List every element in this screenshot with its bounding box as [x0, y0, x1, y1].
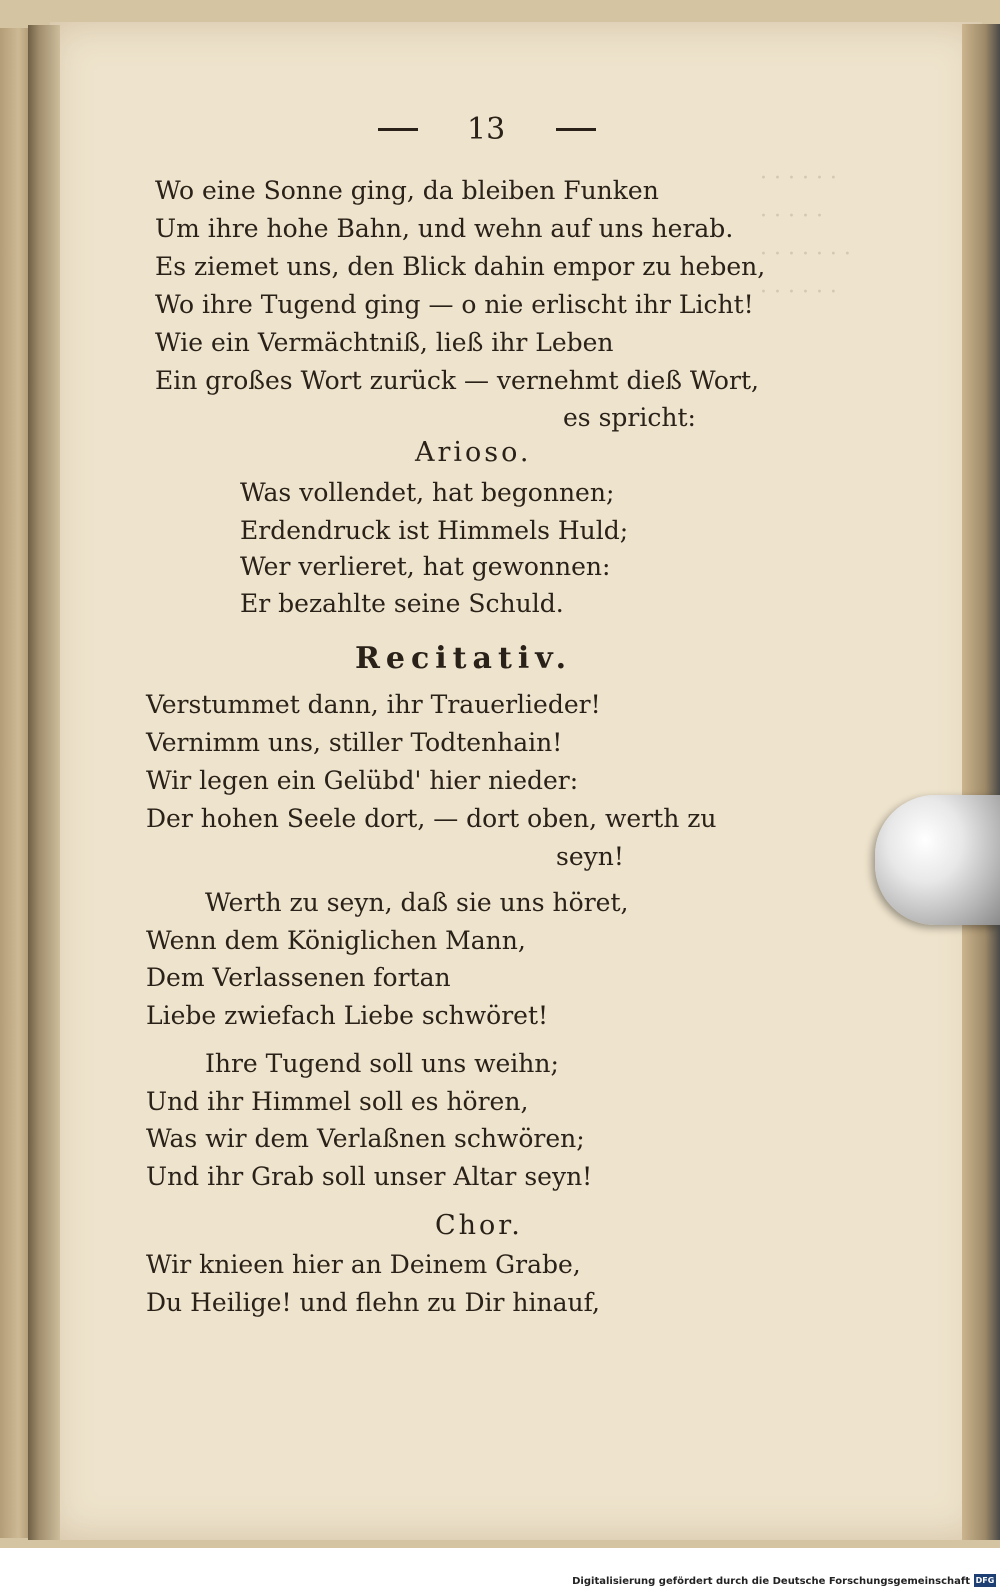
arioso-line: Erdendruck ist Himmels Huld; — [240, 516, 629, 545]
stanza-line: Liebe zwiefach Liebe schwöret! — [146, 1001, 549, 1030]
recitativ-line: Verstummet dann, ihr Trauerlieder! — [146, 690, 601, 719]
verse-line-continuation: es spricht: — [563, 403, 696, 432]
page-number-dash-left — [378, 128, 418, 131]
stanza-line: Dem Verlassenen fortan — [146, 963, 451, 992]
verse-line: Ein großes Wort zurück — vernehmt dieß Wort, — [155, 366, 759, 395]
page-number-dash-right — [556, 128, 596, 131]
recitativ-line: Vernimm uns, stiller Todtenhain! — [146, 728, 563, 757]
arioso-line: Was vollendet, hat begonnen; — [240, 478, 615, 507]
arioso-line: Wer verlieret, hat gewonnen: — [240, 552, 611, 581]
recitativ-line-continuation: seyn! — [556, 842, 624, 871]
right-page-edge — [962, 24, 1000, 1540]
page-number: 13 — [467, 112, 506, 147]
recitativ-line: Wir legen ein Gelübd' hier nieder: — [146, 766, 579, 795]
chor-heading: Chor. — [435, 1210, 523, 1241]
page-clip — [875, 795, 1000, 925]
stanza-line: Wenn dem Königlichen Mann, — [146, 926, 526, 955]
stanza-line: Was wir dem Verlaßnen schwören; — [146, 1124, 585, 1153]
verse-line: Wo ihre Tugend ging — o nie erlischt ihr Licht! — [155, 290, 754, 319]
recitativ-line: Der hohen Seele dort, — dort oben, werth zu — [146, 804, 717, 833]
stanza-line: Werth zu seyn, daß sie uns höret, — [205, 888, 629, 917]
verse-line: Um ihre hohe Bahn, und wehn auf uns herab. — [155, 214, 734, 243]
dfg-logo: DFG — [975, 1576, 995, 1585]
funding-credit: Digitalisierung gefördert durch die Deutsche Forschungsgemeinschaft — [572, 1576, 970, 1587]
chor-line: Wir knieen hier an Deinem Grabe, — [146, 1250, 581, 1279]
stanza-line: Und ihr Himmel soll es hören, — [146, 1087, 529, 1116]
show-through-text: · · · · · · · · · · · · · · · · · · · · · · · · — [760, 166, 851, 305]
stanza-line: Und ihr Grab soll unser Altar seyn! — [146, 1162, 593, 1191]
arioso-line: Er bezahlte seine Schuld. — [240, 589, 564, 618]
verse-line: Wo eine Sonne ging, da bleiben Funken — [155, 176, 659, 205]
stanza-line: Ihre Tugend soll uns weihn; — [205, 1049, 559, 1078]
arioso-heading: Arioso. — [415, 437, 532, 468]
recitativ-heading: Recitativ. — [355, 641, 573, 676]
verse-line: Wie ein Vermächtniß, ließ ihr Leben — [155, 328, 614, 357]
verse-line: Es ziemet uns, den Blick dahin empor zu heben, — [155, 252, 766, 281]
chor-line: Du Heilige! und flehn zu Dir hinauf, — [146, 1288, 600, 1317]
book-gutter — [28, 25, 60, 1540]
